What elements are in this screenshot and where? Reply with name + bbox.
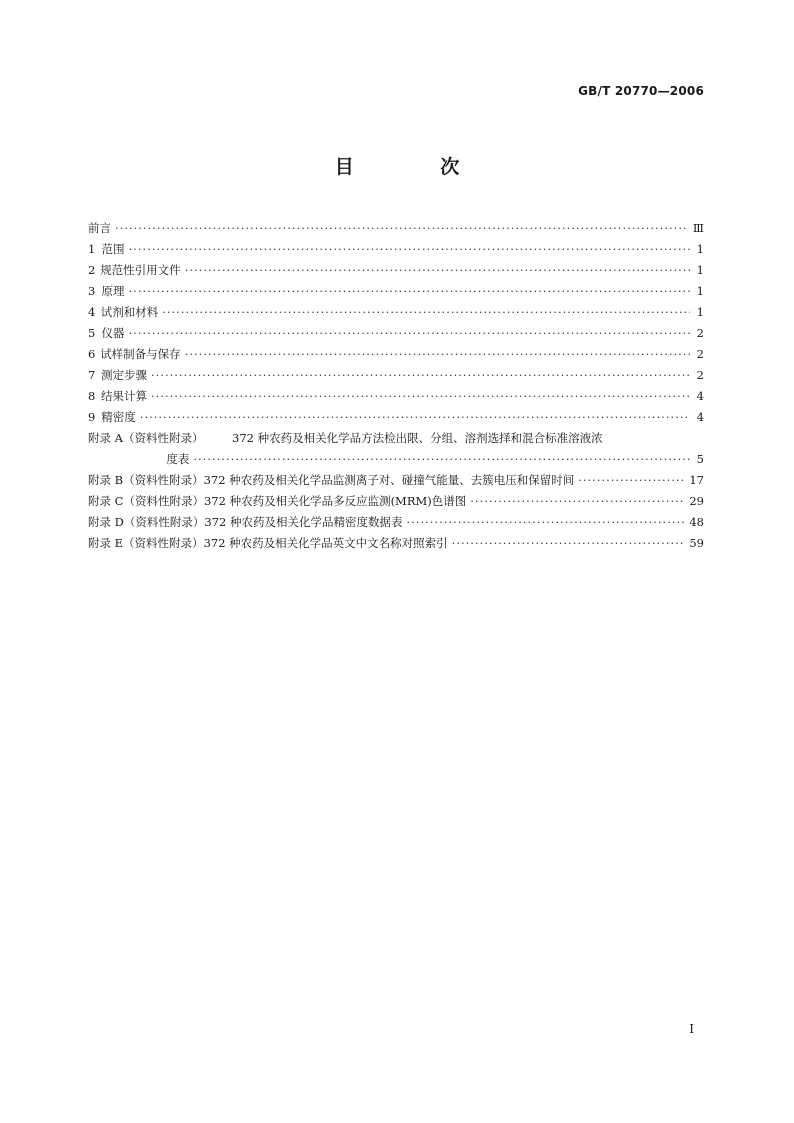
toc-entry-section-8[interactable] [88, 386, 704, 407]
toc-entry-number: 9 [88, 410, 96, 424]
toc-entry-page: 48 [689, 515, 704, 529]
toc-entry-label: 试样制备与保存 [100, 347, 181, 361]
toc-entry-section-2[interactable] [88, 260, 704, 281]
toc-entry-annex-a[interactable] [88, 428, 704, 449]
toc-entry-label: 精密度 [101, 410, 136, 424]
dot-leader [129, 281, 690, 302]
toc-entry-section-1[interactable] [88, 239, 704, 260]
dot-leader [470, 491, 685, 512]
toc-entry-section-7[interactable] [88, 365, 704, 386]
toc-entry-label: 372 种农药及相关化学品多反应监测(MRM)色谱图 [203, 494, 467, 508]
dot-leader [185, 344, 690, 365]
toc-entry-page: 2 [696, 347, 704, 361]
toc-entry-section-4[interactable] [88, 302, 704, 323]
dot-leader [129, 323, 690, 344]
toc-entry-label: 372 种农药及相关化学品监测离子对、碰撞气能量、去簇电压和保留时间 [203, 473, 575, 487]
toc-entry-section-9[interactable] [88, 407, 704, 428]
table-of-contents [88, 218, 704, 554]
dot-leader [406, 512, 685, 533]
toc-entry-foreword[interactable] [88, 218, 704, 239]
toc-entry-label: 试剂和材料 [100, 305, 159, 319]
toc-annex-prefix: 附录 B（资料性附录） [88, 473, 204, 487]
toc-entry-number: 4 [88, 305, 96, 319]
toc-entry-label: 结果计算 [101, 389, 147, 403]
toc-entry-label: 范围 [101, 242, 125, 256]
toc-entry-number: 6 [88, 347, 96, 361]
toc-entry-page: 4 [696, 389, 704, 403]
dot-leader [129, 239, 690, 260]
toc-entry-page: 1 [696, 284, 704, 298]
dot-leader [578, 470, 685, 491]
toc-entry-page: 2 [696, 368, 704, 382]
toc-entry-number: 3 [88, 284, 96, 298]
dot-leader [452, 533, 686, 554]
toc-entry-label: 规范性引用文件 [100, 263, 181, 277]
toc-entry-number: 2 [88, 263, 96, 277]
dot-leader [115, 218, 689, 239]
toc-entry-page: 5 [696, 452, 704, 466]
toc-entry-number: 1 [88, 242, 96, 256]
toc-entry-page: Ⅲ [692, 221, 704, 235]
toc-entry-page: 1 [696, 242, 704, 256]
toc-entry-page: 1 [696, 305, 704, 319]
toc-entry-annex-b[interactable] [88, 470, 704, 491]
toc-entry-page: 1 [696, 263, 704, 277]
dot-leader [140, 407, 690, 428]
toc-entry-section-5[interactable] [88, 323, 704, 344]
toc-entry-page: 59 [689, 536, 704, 550]
toc-entry-annex-a-continued[interactable] [88, 449, 704, 470]
dot-leader [151, 386, 690, 407]
dot-leader [185, 260, 690, 281]
toc-entry-label: 测定步骤 [101, 368, 147, 382]
toc-annex-prefix: 附录 C（资料性附录） [88, 494, 204, 508]
toc-entry-section-6[interactable] [88, 344, 704, 365]
page-title: 目 次 [334, 156, 500, 178]
toc-entry-annex-e[interactable] [88, 533, 704, 554]
toc-entry-label: 372 种农药及相关化学品英文中文名称对照索引 [203, 536, 448, 550]
dot-leader [151, 365, 690, 386]
toc-entry-page: 17 [689, 473, 704, 487]
toc-entry-label: 度表 [166, 452, 190, 466]
toc-entry-section-3[interactable] [88, 281, 704, 302]
toc-annex-prefix: 附录 E（资料性附录） [88, 536, 204, 550]
toc-entry-page: 29 [689, 494, 704, 508]
toc-entry-label: 仪器 [101, 326, 125, 340]
toc-entry-page: 4 [696, 410, 704, 424]
page-number: I [689, 1022, 694, 1036]
standard-code: GB/T 20770—2006 [578, 84, 704, 98]
toc-annex-prefix: 附录 D（资料性附录） [88, 515, 205, 529]
toc-entry-annex-c[interactable] [88, 491, 704, 512]
toc-entry-label: 372 种农药及相关化学品精密度数据表 [204, 515, 403, 529]
dot-leader [193, 449, 690, 470]
toc-entry-number: 8 [88, 389, 96, 403]
toc-entry-page: 2 [696, 326, 704, 340]
toc-entry-number: 7 [88, 368, 96, 382]
dot-leader [162, 302, 690, 323]
toc-entry-label: 原理 [101, 284, 125, 298]
toc-entry-number: 5 [88, 326, 96, 340]
toc-entry-annex-d[interactable] [88, 512, 704, 533]
toc-entry-label: 前言 [88, 221, 111, 235]
toc-entry-label: 372 种农药及相关化学品方法检出限、分组、溶剂选择和混合标准溶液浓 [232, 431, 603, 445]
toc-annex-prefix: 附录 A（资料性附录） [88, 431, 204, 445]
